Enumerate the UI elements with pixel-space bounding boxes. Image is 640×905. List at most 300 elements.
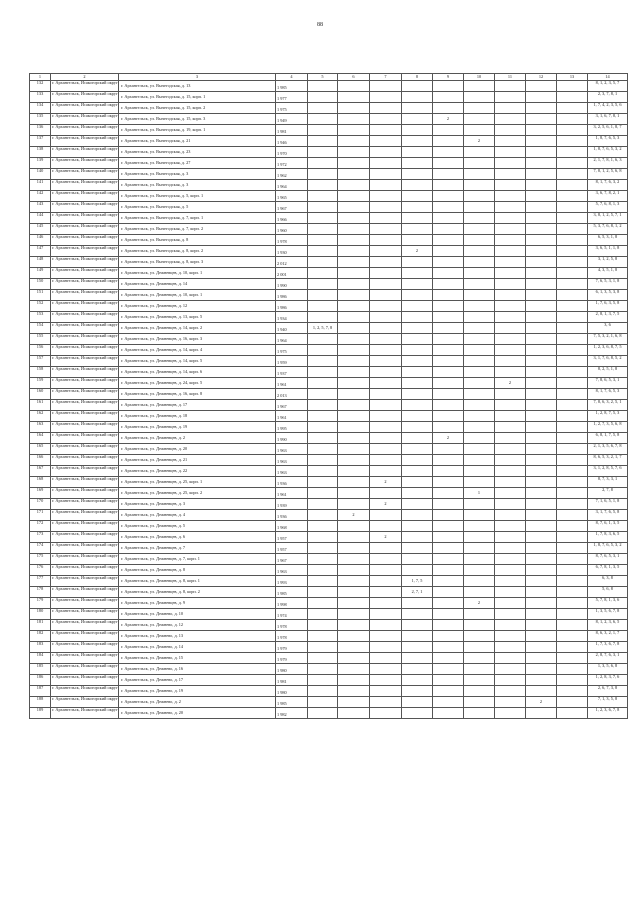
cell-c6: [338, 389, 370, 400]
cell-mun: г. Архангельск, Исакогорский округ: [51, 224, 119, 235]
cell-addr: г. Архангельск, ул. Вычегодская, д. 3: [119, 169, 276, 180]
cell-c9: [433, 268, 464, 279]
cell-year: 1 930: [276, 246, 308, 257]
cell-c12: [526, 499, 557, 510]
cell-addr: г. Архангельск, ул. Дежнево, д. 17: [119, 675, 276, 686]
cell-addr: г. Архангельск, ул. Вычегодская, д. 7, корп. 1: [119, 213, 276, 224]
cell-c7: [370, 576, 402, 587]
cell-c8: [402, 631, 433, 642]
cell-n: 189: [30, 708, 51, 719]
cell-year: 1 936: [276, 510, 308, 521]
cell-c8: 1, 7, 5: [402, 576, 433, 587]
cell-c6: [338, 92, 370, 103]
cell-addr: г. Архангельск, ул. Дежневцев, д. 16, корп. 3: [119, 334, 276, 345]
cell-c9: [433, 345, 464, 356]
cell-c6: [338, 444, 370, 455]
cell-c10: [464, 576, 495, 587]
cell-c11: [495, 279, 526, 290]
cell-c6: [338, 631, 370, 642]
cell-c11: [495, 312, 526, 323]
cell-c10: [464, 642, 495, 653]
cell-c5: [308, 444, 338, 455]
cell-mun: г. Архангельск, Исакогорский округ: [51, 664, 119, 675]
table-row: [30, 92, 628, 103]
table-row: [30, 521, 628, 532]
cell-mun: г. Архангельск, Исакогорский округ: [51, 136, 119, 147]
cell-c10: [464, 125, 495, 136]
cell-c11: [495, 532, 526, 543]
cell-c13: [557, 301, 588, 312]
table-header-row: [30, 74, 628, 81]
cell-c9: [433, 147, 464, 158]
table-row: [30, 455, 628, 466]
cell-c9: [433, 323, 464, 334]
cell-c6: [338, 136, 370, 147]
cell-c9: [433, 697, 464, 708]
cell-year: 1 963: [276, 565, 308, 576]
cell-c9: [433, 620, 464, 631]
cell-c8: [402, 191, 433, 202]
cell-c14: 8, 7, 3, 3, 1: [588, 477, 628, 488]
cell-c13: [557, 356, 588, 367]
cell-n: 153: [30, 312, 51, 323]
cell-c8: [402, 708, 433, 719]
cell-c11: [495, 433, 526, 444]
cell-c8: [402, 136, 433, 147]
cell-c14: 1, 8, 7, 6, 5, 3, 2: [588, 147, 628, 158]
cell-n: 145: [30, 224, 51, 235]
cell-c12: [526, 103, 557, 114]
cell-c8: [402, 499, 433, 510]
cell-c10: [464, 532, 495, 543]
cell-c12: [526, 147, 557, 158]
cell-c5: [308, 301, 338, 312]
cell-c5: [308, 191, 338, 202]
cell-c6: [338, 257, 370, 268]
cell-c8: [402, 279, 433, 290]
cell-addr: г. Архангельск, ул. Вычегодская, д. 15, корп. 1: [119, 92, 276, 103]
cell-c10: [464, 334, 495, 345]
cell-c14: 2, 7, 8: [588, 488, 628, 499]
cell-mun: г. Архангельск, Исакогорский округ: [51, 477, 119, 488]
cell-c5: [308, 697, 338, 708]
table-row: [30, 433, 628, 444]
cell-c10: [464, 455, 495, 466]
cell-c8: [402, 477, 433, 488]
cell-c9: [433, 367, 464, 378]
cell-c9: [433, 466, 464, 477]
cell-c8: [402, 642, 433, 653]
cell-c7: [370, 125, 402, 136]
cell-c11: [495, 180, 526, 191]
cell-c13: [557, 279, 588, 290]
table-row: [30, 477, 628, 488]
cell-c13: [557, 642, 588, 653]
cell-n: 183: [30, 642, 51, 653]
cell-c10: [464, 268, 495, 279]
cell-addr: г. Архангельск, ул. Дежневцев, д. 12: [119, 301, 276, 312]
cell-year: 1 961: [276, 378, 308, 389]
cell-mun: г. Архангельск, Исакогорский округ: [51, 125, 119, 136]
cell-addr: г. Архангельск, ул. Вычегодская, д. 15, корп. 2: [119, 103, 276, 114]
cell-n: 170: [30, 499, 51, 510]
cell-mun: г. Архангельск, Исакогорский округ: [51, 334, 119, 345]
cell-c6: [338, 620, 370, 631]
cell-c12: [526, 664, 557, 675]
cell-c12: [526, 444, 557, 455]
cell-mun: г. Архангельск, Исакогорский округ: [51, 422, 119, 433]
cell-mun: г. Архангельск, Исакогорский округ: [51, 521, 119, 532]
cell-c7: [370, 422, 402, 433]
cell-c9: [433, 664, 464, 675]
cell-c9: [433, 422, 464, 433]
cell-c7: [370, 180, 402, 191]
cell-c8: [402, 290, 433, 301]
cell-c9: [433, 81, 464, 92]
table-row: [30, 609, 628, 620]
cell-c13: [557, 345, 588, 356]
cell-mun: г. Архангельск, Исакогорский округ: [51, 554, 119, 565]
table-row: [30, 708, 628, 719]
cell-n: 155: [30, 334, 51, 345]
cell-c5: [308, 213, 338, 224]
cell-c6: [338, 543, 370, 554]
cell-c13: [557, 334, 588, 345]
cell-addr: г. Архангельск, ул. Дежневцев, д. 22: [119, 466, 276, 477]
table-row: [30, 312, 628, 323]
cell-n: 185: [30, 664, 51, 675]
cell-year: 1 978: [276, 235, 308, 246]
cell-c12: [526, 345, 557, 356]
cell-c8: [402, 543, 433, 554]
cell-c5: [308, 136, 338, 147]
cell-c6: [338, 191, 370, 202]
cell-n: 171: [30, 510, 51, 521]
cell-c9: [433, 510, 464, 521]
cell-c10: [464, 708, 495, 719]
cell-c6: [338, 466, 370, 477]
table-row: [30, 488, 628, 499]
cell-c6: [338, 532, 370, 543]
cell-c10: [464, 103, 495, 114]
cell-n: 176: [30, 565, 51, 576]
cell-c8: [402, 444, 433, 455]
cell-c12: [526, 180, 557, 191]
cell-c13: [557, 477, 588, 488]
cell-year: 1 980: [276, 686, 308, 697]
table-row: [30, 279, 628, 290]
table-row: [30, 301, 628, 312]
cell-year: 1 981: [276, 125, 308, 136]
cell-c12: [526, 202, 557, 213]
cell-c12: [526, 158, 557, 169]
cell-c13: [557, 411, 588, 422]
cell-mun: г. Архангельск, Исакогорский округ: [51, 169, 119, 180]
cell-year: 1 964: [276, 334, 308, 345]
cell-mun: г. Архангельск, Исакогорский округ: [51, 510, 119, 521]
cell-c14: 8, 7, 6, 5, 3, 1: [588, 554, 628, 565]
cell-year: 1 949: [276, 114, 308, 125]
cell-c9: [433, 312, 464, 323]
cell-c8: [402, 224, 433, 235]
cell-c9: 2: [433, 433, 464, 444]
cell-mun: г. Архангельск, Исакогорский округ: [51, 411, 119, 422]
cell-addr: г. Архангельск, ул. Дежневцев, д. 14, корп. 6: [119, 367, 276, 378]
cell-addr: г. Архангельск, ул. Вычегодская, д. 8, корп. 3: [119, 257, 276, 268]
cell-n: 132: [30, 81, 51, 92]
cell-c7: [370, 510, 402, 521]
cell-c12: [526, 521, 557, 532]
cell-n: 162: [30, 411, 51, 422]
cell-c6: [338, 202, 370, 213]
cell-c7: [370, 675, 402, 686]
cell-c12: [526, 81, 557, 92]
cell-mun: г. Архангельск, Исакогорский округ: [51, 312, 119, 323]
cell-c14: 8, 6, 5, 3, 2, 1, 7: [588, 455, 628, 466]
cell-c12: [526, 279, 557, 290]
cell-addr: г. Архангельск, ул. Дежневцев, д. 19: [119, 422, 276, 433]
cell-c7: [370, 290, 402, 301]
cell-c7: [370, 378, 402, 389]
cell-c8: [402, 367, 433, 378]
cell-year: 1 965: [276, 191, 308, 202]
cell-n: 164: [30, 433, 51, 444]
cell-c13: [557, 499, 588, 510]
cell-c13: [557, 147, 588, 158]
cell-c12: [526, 422, 557, 433]
cell-c5: [308, 631, 338, 642]
cell-c7: [370, 653, 402, 664]
cell-c7: [370, 664, 402, 675]
cell-c8: [402, 422, 433, 433]
cell-addr: г. Архангельск, ул. Вычегодская, д. 3: [119, 180, 276, 191]
cell-c10: [464, 422, 495, 433]
cell-c14: 3, 1, 7, 6, 5, 8: [588, 510, 628, 521]
cell-addr: г. Архангельск, ул. Вычегодская, д. 15, корп. 3: [119, 114, 276, 125]
cell-addr: г. Архангельск, ул. Дежневцев, д. 14, корп. 2: [119, 323, 276, 334]
cell-c11: [495, 499, 526, 510]
cell-mun: г. Архангельск, Исакогорский округ: [51, 378, 119, 389]
cell-c11: [495, 400, 526, 411]
cell-c14: 2, 1, 3, 5, 6, 7, 8: [588, 444, 628, 455]
cell-c12: [526, 356, 557, 367]
table-row: [30, 444, 628, 455]
cell-c12: [526, 576, 557, 587]
cell-c6: [338, 686, 370, 697]
cell-c10: [464, 653, 495, 664]
cell-c13: [557, 653, 588, 664]
cell-mun: г. Архангельск, Исакогорский округ: [51, 499, 119, 510]
cell-c13: [557, 532, 588, 543]
cell-c12: [526, 323, 557, 334]
cell-c5: [308, 400, 338, 411]
cell-c9: [433, 389, 464, 400]
cell-n: 160: [30, 389, 51, 400]
cell-c8: [402, 554, 433, 565]
cell-c5: [308, 499, 338, 510]
cell-c11: [495, 125, 526, 136]
cell-mun: г. Архангельск, Исакогорский округ: [51, 158, 119, 169]
cell-c10: [464, 664, 495, 675]
cell-c12: [526, 675, 557, 686]
cell-c12: [526, 510, 557, 521]
cell-c8: [402, 532, 433, 543]
cell-mun: г. Архангельск, Исакогорский округ: [51, 92, 119, 103]
cell-c9: [433, 565, 464, 576]
cell-c14: 7, 8, 6, 5, 3, 1: [588, 378, 628, 389]
cell-c6: [338, 147, 370, 158]
cell-year: 1 937: [276, 367, 308, 378]
cell-n: 181: [30, 620, 51, 631]
cell-c12: [526, 411, 557, 422]
cell-n: 182: [30, 631, 51, 642]
cell-c14: 1, 7, 4, 2, 3, 5, 6: [588, 103, 628, 114]
table-row: [30, 543, 628, 554]
cell-c9: [433, 488, 464, 499]
table-row: [30, 653, 628, 664]
cell-c6: [338, 224, 370, 235]
cell-c12: [526, 708, 557, 719]
cell-c14: 1, 7, 6, 3, 5, 8: [588, 301, 628, 312]
cell-c13: [557, 444, 588, 455]
cell-c7: [370, 521, 402, 532]
cell-c14: 3, 1, 7, 6, 8, 5, 2: [588, 356, 628, 367]
cell-c13: [557, 422, 588, 433]
cell-mun: г. Архангельск, Исакогорский округ: [51, 290, 119, 301]
housing-table: [29, 73, 628, 719]
cell-year: 1 962: [276, 169, 308, 180]
cell-c11: [495, 521, 526, 532]
cell-c6: [338, 169, 370, 180]
cell-c10: 2: [464, 598, 495, 609]
cell-n: 140: [30, 169, 51, 180]
cell-c14: 6, 3, 8: [588, 576, 628, 587]
table-row: [30, 532, 628, 543]
cell-c14: 1, 2, 8, 3, 7, 6: [588, 675, 628, 686]
cell-c11: [495, 114, 526, 125]
cell-year: 1 977: [276, 92, 308, 103]
cell-c12: [526, 587, 557, 598]
cell-c6: [338, 81, 370, 92]
cell-c5: [308, 576, 338, 587]
cell-c14: 8, 7, 6, 1, 3, 5: [588, 521, 628, 532]
cell-c8: [402, 620, 433, 631]
cell-c8: 2, 7, 1: [402, 587, 433, 598]
cell-c8: [402, 213, 433, 224]
cell-c5: [308, 587, 338, 598]
cell-c12: [526, 268, 557, 279]
cell-year: 1 978: [276, 620, 308, 631]
cell-addr: г. Архангельск, ул. Дежнево, д. 2: [119, 697, 276, 708]
cell-c6: [338, 246, 370, 257]
cell-c12: [526, 301, 557, 312]
cell-c13: [557, 312, 588, 323]
cell-year: 1 939: [276, 499, 308, 510]
cell-c11: [495, 224, 526, 235]
cell-year: 1 963: [276, 455, 308, 466]
cell-c13: [557, 631, 588, 642]
cell-c12: [526, 290, 557, 301]
cell-c12: [526, 378, 557, 389]
cell-c14: 3, 1, 2, 5, 8: [588, 257, 628, 268]
cell-mun: г. Архангельск, Исакогорский округ: [51, 279, 119, 290]
cell-c6: [338, 268, 370, 279]
cell-c13: [557, 609, 588, 620]
cell-addr: г. Архангельск, ул. Дежнево, д. 14: [119, 642, 276, 653]
cell-c11: [495, 389, 526, 400]
cell-c5: [308, 686, 338, 697]
cell-mun: г. Архангельск, Исакогорский округ: [51, 587, 119, 598]
table-row: [30, 466, 628, 477]
cell-mun: г. Архангельск, Исакогорский округ: [51, 697, 119, 708]
cell-c6: [338, 158, 370, 169]
cell-c14: 3, 1, 6, 7, 8, 1: [588, 114, 628, 125]
cell-c14: 7, 8, 6, 3, 2, 5, 1: [588, 400, 628, 411]
cell-c5: [308, 389, 338, 400]
cell-c5: [308, 246, 338, 257]
cell-c13: [557, 400, 588, 411]
cell-addr: г. Архангельск, ул. Вычегодская, д. 23: [119, 147, 276, 158]
table-row: [30, 213, 628, 224]
cell-n: 167: [30, 466, 51, 477]
cell-c11: [495, 422, 526, 433]
table-row: [30, 180, 628, 191]
cell-year: 1 961: [276, 488, 308, 499]
cell-c12: [526, 125, 557, 136]
cell-addr: г. Архангельск, ул. Дежневцев, д. 7: [119, 543, 276, 554]
column-header-1: 1: [30, 74, 51, 81]
cell-year: 1 966: [276, 213, 308, 224]
column-header-13: 13: [557, 74, 588, 81]
cell-c14: 3, 6, 5, 1, 1, 8: [588, 246, 628, 257]
cell-c13: [557, 202, 588, 213]
cell-c6: [338, 235, 370, 246]
cell-c5: [308, 235, 338, 246]
cell-c5: [308, 224, 338, 235]
table-row: [30, 191, 628, 202]
cell-addr: г. Архангельск, ул. Дежнево, д. 19: [119, 686, 276, 697]
cell-addr: г. Архангельск, ул. Дежневцев, д. 13, корп. 5: [119, 312, 276, 323]
cell-c10: [464, 499, 495, 510]
cell-c5: [308, 367, 338, 378]
cell-addr: г. Архангельск, ул. Дежневцев, д. 8, корп. 1: [119, 576, 276, 587]
cell-mun: г. Архангельск, Исакогорский округ: [51, 400, 119, 411]
table-row: [30, 345, 628, 356]
cell-year: 1 957: [276, 532, 308, 543]
cell-c8: [402, 158, 433, 169]
cell-c5: [308, 510, 338, 521]
cell-c5: [308, 202, 338, 213]
cell-c5: [308, 169, 338, 180]
cell-addr: г. Архангельск, ул. Дежневцев, д. 24, корп. 5: [119, 378, 276, 389]
cell-c8: [402, 81, 433, 92]
cell-c14: 2, 3, 7, 8, 1: [588, 92, 628, 103]
column-header-8: 8: [402, 74, 433, 81]
cell-c8: [402, 312, 433, 323]
cell-c6: [338, 565, 370, 576]
cell-c7: [370, 389, 402, 400]
cell-c11: [495, 587, 526, 598]
cell-c11: [495, 367, 526, 378]
cell-c11: [495, 268, 526, 279]
table-row: [30, 620, 628, 631]
cell-mun: г. Архангельск, Исакогорский округ: [51, 620, 119, 631]
cell-mun: г. Архангельск, Исакогорский округ: [51, 444, 119, 455]
cell-c6: [338, 433, 370, 444]
cell-n: 161: [30, 400, 51, 411]
table-row: [30, 114, 628, 125]
cell-c7: [370, 543, 402, 554]
